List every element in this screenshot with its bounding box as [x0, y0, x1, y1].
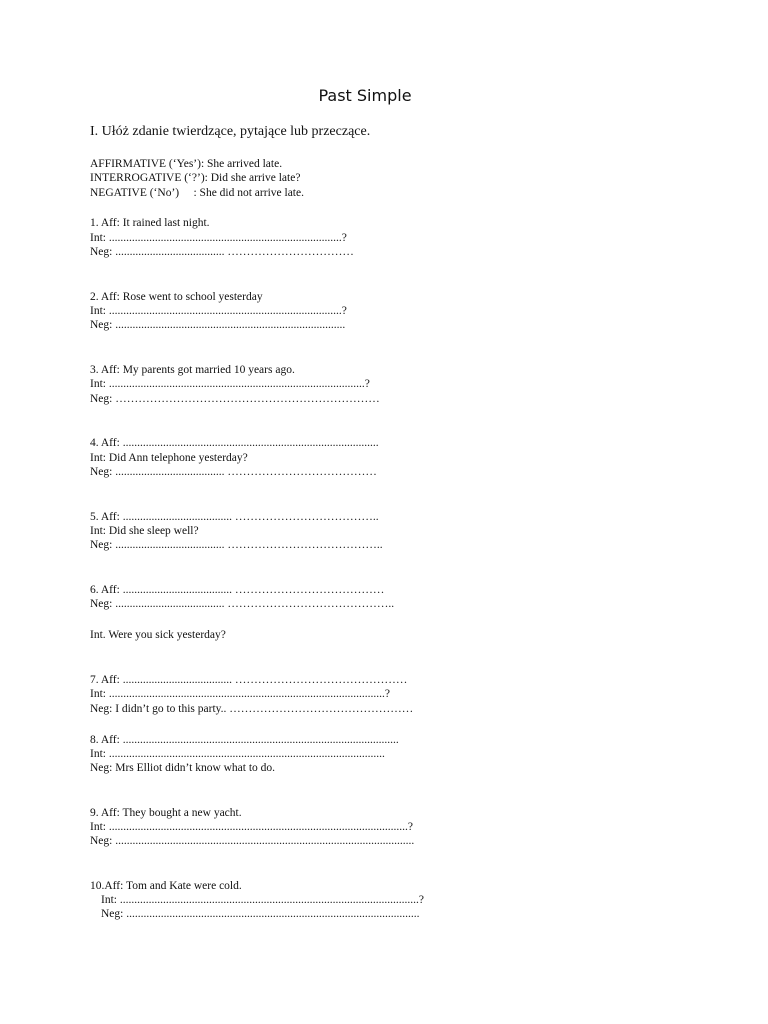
legend-affirmative: AFFIRMATIVE (‘Yes’): She arrived late. — [90, 158, 283, 170]
exercise-8-neg: Neg: Mrs Elliot didn’t know what to do. — [90, 762, 276, 774]
exercise-2-int: Int: .................................................................................? — [90, 305, 347, 317]
exercise-4-int: Int: Did Ann telephone yesterday? — [90, 452, 248, 464]
exercise-10-int: Int: ........................................................................................................? — [101, 894, 424, 906]
exercise-7-aff: 7. Aff: ...................................... ……………………………………… — [90, 674, 408, 686]
exercise-9-neg: Neg: ........................................................................................................ — [90, 835, 415, 847]
exercise-7-neg: Neg: I didn’t go to this party.. ………………………………………… — [90, 703, 414, 715]
exercise-2-neg: Neg: ................................................................................ — [90, 319, 346, 331]
exercise-4-aff: 4. Aff: ......................................................................................... — [90, 437, 379, 449]
instruction-text: I. Ułóż zdanie twierdzące, pytające lub przeczące. — [90, 124, 371, 139]
exercise-6-neg: Neg: ...................................... …………………………………….. — [90, 598, 395, 610]
exercise-8-int: Int: ................................................................................................ — [90, 748, 385, 760]
exercise-10-neg: Neg: ...................................................................................................... — [101, 908, 420, 920]
exercise-2-aff: 2. Aff: Rose went to school yesterday — [90, 291, 263, 303]
exercise-7-int: Int: ................................................................................................? — [90, 688, 390, 700]
exercise-1-aff: 1. Aff: It rained last night. — [90, 217, 210, 229]
exercise-3-aff: 3. Aff: My parents got married 10 years ago. — [90, 364, 295, 376]
exercise-6-aff: 6. Aff: ...................................... ………………………………… — [90, 584, 385, 596]
exercise-5-int: Int: Did she sleep well? — [90, 525, 199, 537]
exercise-9-aff: 9. Aff: They bought a new yacht. — [90, 807, 242, 819]
exercise-1-neg: Neg: ...................................... …………………………… — [90, 246, 354, 258]
exercise-4-neg: Neg: ...................................... ………………………………… — [90, 466, 377, 478]
exercise-10-aff: 10.Aff: Tom and Kate were cold. — [90, 880, 242, 892]
exercise-1-int: Int: .................................................................................? — [90, 232, 347, 244]
exercise-3-int: Int: .........................................................................................? — [90, 378, 370, 390]
exercise-6-int: Int. Were you sick yesterday? — [90, 629, 226, 641]
exercise-3-neg: Neg: …………………………………………………………… — [90, 393, 380, 405]
legend-negative: NEGATIVE (‘No’) : She did not arrive late. — [90, 187, 304, 199]
page-title: Past Simple — [318, 86, 412, 105]
exercise-9-int: Int: ........................................................................................................? — [90, 821, 413, 833]
exercise-8-aff: 8. Aff: ................................................................................................ — [90, 734, 399, 746]
exercise-5-aff: 5. Aff: ...................................... ……………………………….. — [90, 511, 379, 523]
exercise-5-neg: Neg: ...................................... ………………………………….. — [90, 539, 383, 551]
legend-interrogative: INTERROGATIVE (‘?’): Did she arrive late? — [90, 172, 301, 184]
